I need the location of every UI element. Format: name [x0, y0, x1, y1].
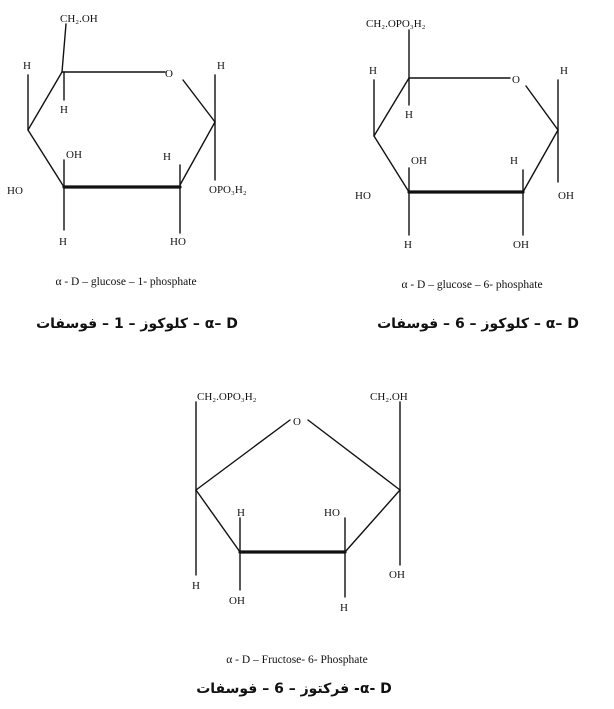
- g6p-h-c2-label: H: [510, 155, 518, 167]
- f6p-english-caption: α - D – Fructose- 6- Phosphate: [226, 654, 368, 666]
- f6p-ring-o-right-bond: [308, 420, 400, 490]
- g1p-ho-left-label: HO: [7, 185, 23, 197]
- g6p-ring-oxygen-label: O: [512, 74, 520, 86]
- f6p-ho-c3-label: HO: [324, 507, 340, 519]
- g1p-c5-ch2oh-bond: [62, 24, 66, 72]
- g1p-opo3h2-label: OPO₃H₂: [209, 184, 247, 196]
- g6p-oh-bottom-label: OH: [513, 239, 529, 251]
- g1p-h-c5-label: H: [60, 104, 68, 116]
- g6p-h-top-left-label: H: [369, 65, 377, 77]
- g1p-ch2oh-label: CH₂.OH: [60, 13, 98, 25]
- g6p-h-top-right-label: H: [560, 65, 568, 77]
- f6p-oh-c4-label: OH: [229, 595, 245, 607]
- g6p-oh-right-label: OH: [558, 190, 574, 202]
- fructose-6-phosphate-structure: [192, 391, 408, 614]
- f6p-ch2oh-label: CH₂.OH: [370, 391, 408, 403]
- f6p-h-c3-label: H: [340, 602, 348, 614]
- g6p-ho-left-label: HO: [355, 190, 371, 202]
- g6p-arabic-caption: α– D – كلوكوز – 6 – فوسفات: [377, 316, 579, 332]
- g6p-english-caption: α - D – glucose – 6- phosphate: [401, 279, 543, 291]
- glucose-1-phosphate-structure: [7, 13, 247, 248]
- f6p-h-left-label: H: [192, 580, 200, 592]
- g1p-h-bottom-label: H: [59, 236, 67, 248]
- glucose-6-phosphate-structure: [355, 18, 574, 251]
- g1p-h-top-left-label: H: [23, 60, 31, 72]
- g6p-h-bottom-label: H: [404, 239, 412, 251]
- g1p-oh-c3-label: OH: [66, 149, 82, 161]
- g1p-arabic-caption: α– D – كلوكوز – 1 – فوسفات: [36, 316, 238, 332]
- g1p-ring-oxygen-label: O: [165, 68, 173, 80]
- g1p-ring-o-c1-bond: [180, 80, 215, 185]
- g6p-oh-c3-label: OH: [411, 155, 427, 167]
- g6p-ring-left-bonds: [374, 78, 409, 192]
- f6p-ring-o-left-bond: [196, 420, 290, 490]
- g1p-ring-left-bonds: [28, 72, 64, 187]
- f6p-arabic-caption: α- D- فركتوز – 6 – فوسفات: [196, 681, 392, 697]
- f6p-ch2opo3h2-label: CH₂.OPO₃H₂: [197, 391, 257, 403]
- f6p-ring-oxygen-label: O: [293, 416, 301, 428]
- g1p-h-top-right-label: H: [217, 60, 225, 72]
- g1p-h-c2-label: H: [163, 151, 171, 163]
- f6p-oh-right-label: OH: [389, 569, 405, 581]
- g1p-english-caption: α - D – glucose – 1- phosphate: [55, 276, 197, 288]
- g6p-ch2opo3h2-label: CH₂.OPO₃H₂: [366, 18, 426, 30]
- f6p-ring-right-bond: [345, 490, 400, 552]
- f6p-h-c4-label: H: [237, 507, 245, 519]
- g6p-h-c5-label: H: [405, 109, 413, 121]
- g6p-ring-o-c1-bond: [523, 86, 558, 192]
- f6p-ring-left-bond: [196, 490, 240, 552]
- g1p-ho-bottom-label: HO: [170, 236, 186, 248]
